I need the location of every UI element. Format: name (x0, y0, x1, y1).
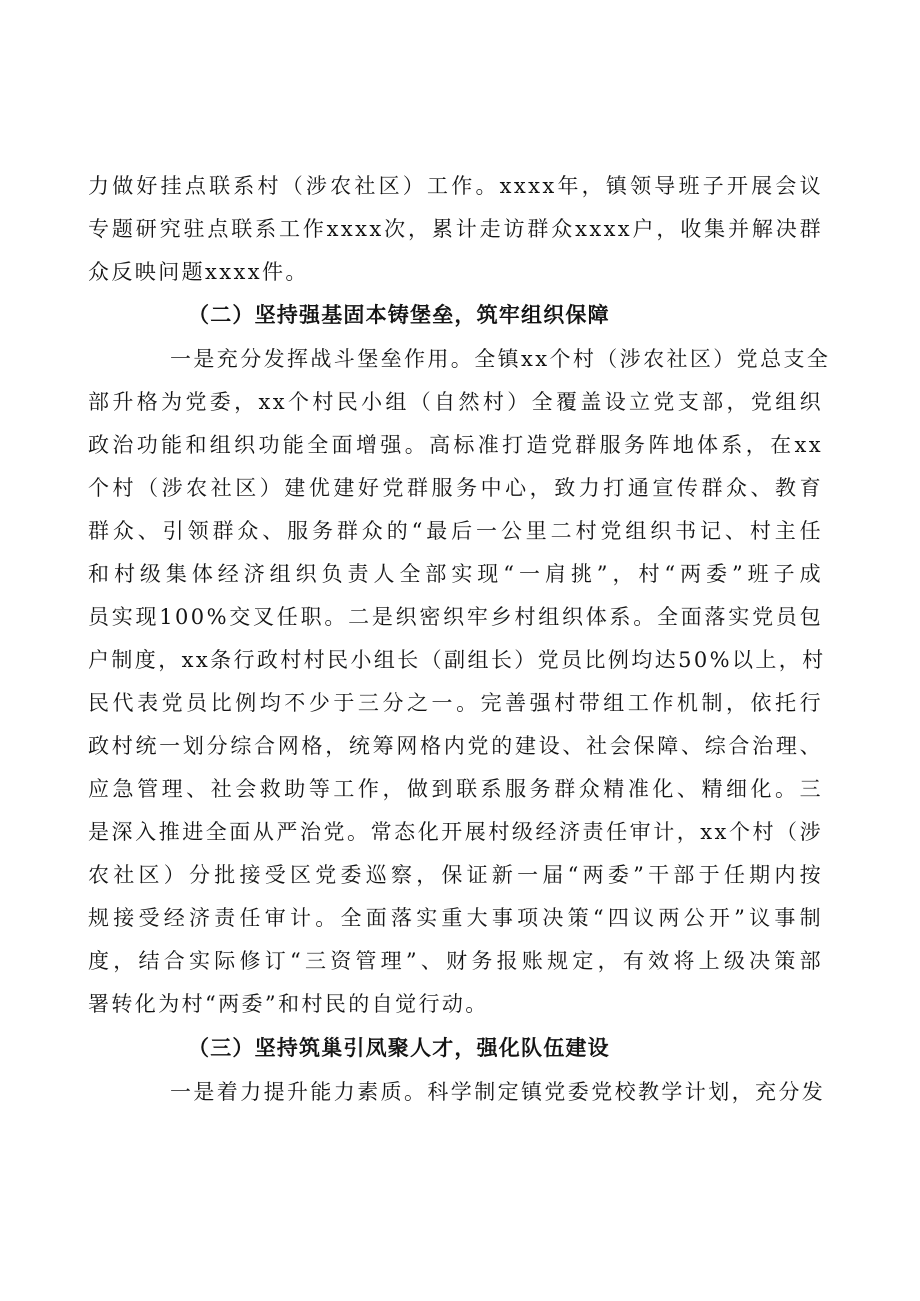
section-heading-2: （二）坚持强基固本铸堡垒，筑牢组织保障 (188, 302, 610, 327)
paragraph-2-line-1: 一是充分发挥战斗堡垒作用。全镇xx个村（涉农社区）党总支全 (170, 347, 831, 371)
paragraph-2-line-12: 是深入推进全面从严治党。常态化开展村级经济责任审计，xx个村（涉 (88, 820, 823, 844)
paragraph-2-line-11: 应急管理、社会救助等工作，做到联系服务群众精准化、精细化。三 (88, 777, 823, 801)
paragraph-3-line-1: 一是着力提升能力素质。科学制定镇党委党校教学计划，充分发 (170, 1080, 826, 1104)
paragraph-2-line-9: 民代表党员比例均不少于三分之一。完善强村带组工作机制，依托行 (88, 691, 823, 715)
paragraph-2-line-2: 部升格为党委，xx个村民小组（自然村）全覆盖设立党支部，党组织 (88, 390, 823, 414)
paragraph-2-line-7: 员实现100%交叉任职。二是织密织牢乡村组织体系。全面落实党员包 (88, 605, 823, 629)
paragraph-2-line-10: 政村统一划分综合网格，统筹网格内党的建设、社会保障、综合治理、 (88, 734, 823, 758)
paragraph-1-line-1: 力做好挂点联系村（涉农社区）工作。xxxx年，镇领导班子开展会议 (88, 174, 823, 198)
paragraph-2-line-13: 农社区）分批接受区党委巡察，保证新一届“两委”干部于任期内按 (88, 863, 823, 887)
paragraph-2-line-4: 个村（涉农社区）建优建好党群服务中心，致力打通宣传群众、教育 (88, 476, 823, 500)
paragraph-2-line-15: 度，结合实际修订“三资管理”、财务报账规定，有效将上级决策部 (88, 949, 823, 973)
section-heading-3: （三）坚持筑巢引凤聚人才，强化队伍建设 (188, 1035, 610, 1060)
paragraph-2-line-6: 和村级集体经济组织负责人全部实现“一肩挑”，村“两委”班子成 (88, 562, 823, 586)
paragraph-2-line-5: 群众、引领群众、服务群众的“最后一公里二村党组织书记、村主任 (88, 519, 823, 543)
paragraph-2-line-3: 政治功能和组织功能全面增强。高标准打造党群服务阵地体系，在xx (88, 433, 823, 457)
paragraph-1-line-3: 众反映问题xxxx件。 (88, 260, 309, 284)
paragraph-1-line-2: 专题研究驻点联系工作xxxx次，累计走访群众xxxx户，收集并解决群 (88, 217, 823, 241)
paragraph-2-line-8: 户制度，xx条行政村村民小组长（副组长）党员比例均达50%以上，村 (88, 648, 826, 672)
paragraph-2-line-14: 规接受经济责任审计。全面落实重大事项决策“四议两公开”议事制 (88, 906, 823, 930)
paragraph-2-line-16: 署转化为村“两委”和村民的自觉行动。 (88, 992, 489, 1016)
